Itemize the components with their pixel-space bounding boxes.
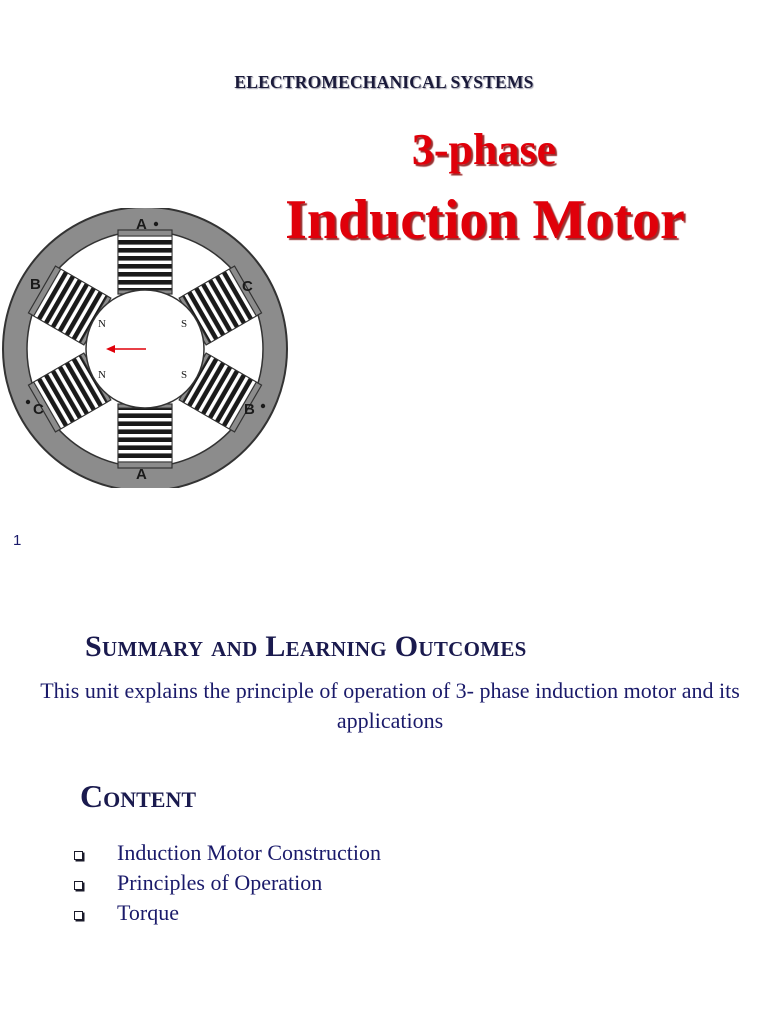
pole-label-a-top: A bbox=[136, 216, 147, 233]
pole-a-bottom bbox=[118, 404, 172, 468]
pole-label-b-left: B bbox=[30, 276, 41, 293]
list-item bbox=[74, 868, 381, 898]
page-number: 1 bbox=[13, 532, 22, 549]
content-heading: Content bbox=[80, 778, 197, 814]
polarity-dot-b-right bbox=[261, 404, 265, 408]
checkbox-bullet-icon bbox=[74, 851, 83, 860]
list-item bbox=[74, 898, 381, 928]
checkbox-bullet-icon bbox=[74, 881, 83, 890]
rotor-label-s-top: S bbox=[181, 318, 188, 330]
rotor-label-n-top: N bbox=[98, 318, 106, 330]
polarity-dot-a-top bbox=[154, 222, 158, 226]
polarity-dot-c-left bbox=[26, 400, 30, 404]
rotor-label-s-bottom: S bbox=[181, 369, 188, 381]
checkbox-bullet-icon bbox=[74, 911, 83, 920]
summary-slide bbox=[0, 560, 768, 1024]
rotor-label-n-bottom: N bbox=[98, 369, 106, 381]
pole-a-top bbox=[118, 230, 172, 294]
title-line-1: 3-phase bbox=[411, 125, 557, 174]
pole-label-c-right: C bbox=[242, 278, 253, 295]
content-list bbox=[74, 838, 381, 928]
summary-heading: Summary and Learning Outcomes bbox=[85, 630, 527, 663]
induction-motor-diagram bbox=[0, 208, 300, 488]
pole-label-c-left: C bbox=[33, 401, 44, 418]
pole-label-b-right: B bbox=[244, 401, 255, 418]
list-item-label: Principles of Operation bbox=[117, 870, 323, 895]
course-subject: ELECTROMECHANICAL SYSTEMS bbox=[234, 72, 534, 92]
list-item bbox=[74, 838, 381, 868]
list-item-label: Induction Motor Construction bbox=[117, 840, 381, 865]
list-item-label: Torque bbox=[117, 900, 179, 925]
summary-text: This unit explains the principle of operation of 3- phase induction motor and its applications bbox=[40, 678, 740, 733]
pole-label-a-bottom: A bbox=[136, 466, 147, 483]
title-line-2: Induction Motor bbox=[285, 189, 685, 251]
